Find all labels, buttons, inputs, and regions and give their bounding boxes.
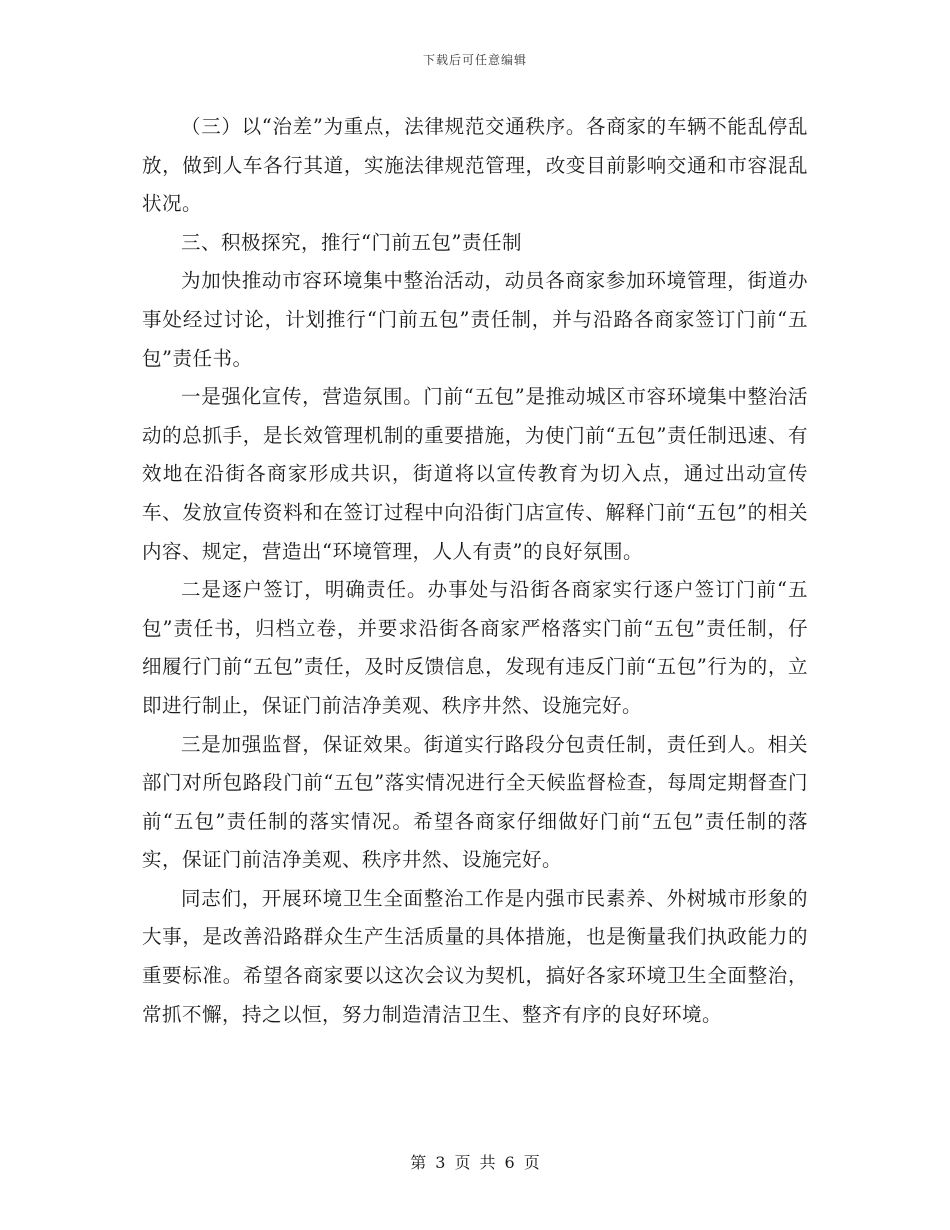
paragraph-intro: 为加快推动市容环境集中整治活动，动员各商家参加环境管理，街道办事处经过讨论，计划推行“门前五包”责任制，并与沿路各商家签订门前“五包”责任书。 — [142, 269, 808, 370]
paragraph-traffic-order: （三）以“治差”为重点，法律规范交通秩序。各商家的车辆不能乱停乱放，做到人车各行其道，实施法律规范管理，改变目前影响交通和市容混乱状况。 — [142, 115, 808, 216]
footer-prefix: 第 — [410, 1153, 427, 1172]
footer-total-word: 共 — [479, 1153, 496, 1172]
footer-page-word: 页 — [454, 1153, 471, 1172]
footer-current-page: 3 — [435, 1153, 446, 1172]
paragraph-publicity: 一是强化宣传，营造氛围。门前“五包”是推动城区市容环境集中整治活动的总抓手，是长效管理机制的重要措施，为使门前“五包”责任制迅速、有效地在沿街各商家形成共识，街道将以宣传教育为切入点，通过出动宣传车、发放宣传资料和在签订过程中向沿街门店宣传、解释门前“五包”的相关内容、规定，营造出“环境管理，人人有责”的良好氛围。 — [142, 385, 808, 563]
paragraph-supervision: 三是加强监督，保证效果。街道实行路段分包责任制，责任到人。相关部门对所包路段门前“五包”落实情况进行全天候监督检查，每周定期督查门前“五包”责任制的落实情况。希望各商家仔细做好门前“五包”责任制的落实，保证门前洁净美观、秩序井然、设施完好。 — [142, 732, 808, 872]
page-footer — [0, 1152, 950, 1174]
footer-total-pages: 6 — [504, 1153, 515, 1172]
paragraph-closing: 同志们，开展环境卫生全面整治工作是内强市民素养、外树城市形象的大事，是改善沿路群众生产生活质量的具体措施，也是衡量我们执政能力的重要标准。希望各商家要以这次会议为契机，搞好各家环境卫生全面整治，常抓不懈，持之以恒，努力制造清洁卫生、整齐有序的良好环境。 — [142, 886, 808, 1026]
document-body — [142, 108, 808, 1034]
paragraph-signing: 二是逐户签订，明确责任。办事处与沿街各商家实行逐户签订门前“五包”责任书，归档立卷，并要求沿街各商家严格落实门前“五包”责任制，仔细履行门前“五包”责任，及时反馈信息，发现有违反门前“五包”行为的，立即进行制止，保证门前洁净美观、秩序井然、设施完好。 — [142, 578, 808, 717]
section-heading-three: 三、积极探究，推行“门前五包”责任制 — [181, 230, 522, 254]
footer-suffix: 页 — [523, 1153, 540, 1172]
page-header: 下载后可任意编辑 — [422, 53, 527, 67]
